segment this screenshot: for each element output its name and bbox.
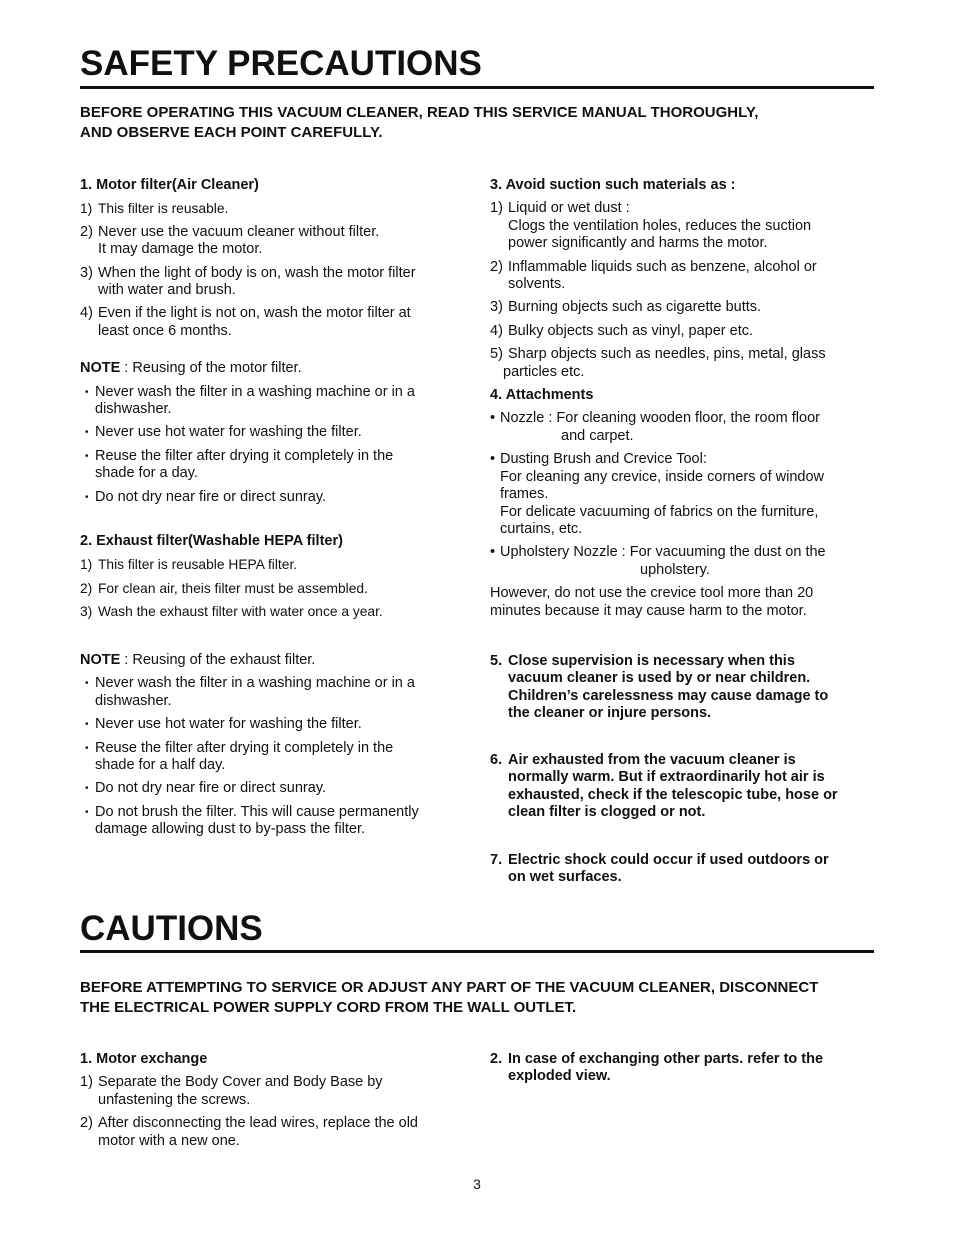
cautions-title: CAUTIONS bbox=[80, 909, 263, 948]
point-5 bbox=[490, 653, 875, 723]
item-text-continued: Children’s carelessness may cause damage to bbox=[508, 687, 829, 704]
note-label: NOTE bbox=[80, 652, 121, 668]
bullet-icon: • bbox=[85, 450, 89, 462]
list-item bbox=[80, 1074, 460, 1109]
item-number: 3) bbox=[80, 604, 93, 620]
bullet-text: Never use hot water for washing the filter. bbox=[95, 716, 362, 733]
cautions-intro-line2: THE ELECTRICAL POWER SUPPLY CORD FROM THE WALL OUTLET. bbox=[80, 999, 577, 1016]
list-item bbox=[490, 752, 875, 822]
exhaust-filter-heading: 2. Exhaust filter(Washable HEPA filter) bbox=[80, 533, 343, 549]
item-text: Air exhausted from the vacuum cleaner is bbox=[508, 752, 796, 768]
attachment-dusting-text-continued: curtains, etc. bbox=[500, 520, 583, 537]
item-number: 6. bbox=[490, 752, 503, 768]
note-text: : Reusing of the motor filter. bbox=[120, 360, 302, 377]
item-text: Sharp objects such as needles, pins, metal, glass bbox=[508, 346, 826, 363]
list-item bbox=[80, 804, 460, 839]
item-text-continued: solvents. bbox=[508, 276, 566, 293]
bullet-icon: • bbox=[490, 410, 496, 427]
warning-text-continued: minutes because it may cause harm to the motor. bbox=[490, 602, 807, 619]
cautions-intro bbox=[80, 978, 880, 1018]
page-number: 3 bbox=[473, 1176, 481, 1192]
bullet-text-continued: shade for a half day. bbox=[95, 757, 226, 774]
bullet-text-continued: dishwasher. bbox=[95, 401, 172, 418]
list-item bbox=[80, 489, 460, 506]
avoid-suction-section bbox=[490, 177, 870, 620]
bullet-text: Never wash the filter in a washing machine or in a bbox=[95, 675, 415, 692]
item-text-continued: unfastening the screws. bbox=[98, 1091, 251, 1108]
bullet-icon: • bbox=[85, 491, 89, 503]
cautions-intro-line1: BEFORE ATTEMPTING TO SERVICE OR ADJUST ANY PART OF THE VACUUM CLEANER, DISCONNECT bbox=[80, 979, 819, 996]
list-item bbox=[80, 556, 460, 573]
attachment-dusting-text: Dusting Brush and Crevice Tool: bbox=[500, 451, 707, 468]
list-item bbox=[490, 653, 875, 723]
attachment-nozzle-text: Nozzle : For cleaning wooden floor, the room floor bbox=[500, 410, 820, 427]
item-text: For clean air, theis filter must be assembled. bbox=[98, 580, 368, 596]
attachment-upholstery-text: Upholstery Nozzle : For vacuuming the dust on the bbox=[500, 544, 826, 561]
attachment-nozzle-text-continued: and carpet. bbox=[561, 427, 634, 444]
item-text: Even if the light is not on, wash the motor filter at bbox=[98, 305, 411, 322]
item-text: Electric shock could occur if used outdoors or bbox=[508, 852, 829, 868]
motor-filter-heading: 1. Motor filter(Air Cleaner) bbox=[80, 177, 259, 193]
item-text: Bulky objects such as vinyl, paper etc. bbox=[508, 322, 754, 339]
list-item bbox=[80, 448, 460, 483]
item-text: When the light of body is on, wash the motor filter bbox=[98, 264, 416, 281]
bullet-icon: • bbox=[85, 742, 89, 754]
item-number: 2) bbox=[80, 223, 93, 240]
motor-filter-section bbox=[80, 177, 460, 506]
item-number: 1) bbox=[80, 201, 93, 217]
motor-exchange-heading: 1. Motor exchange bbox=[80, 1051, 208, 1067]
item-text-continued: the cleaner or injure persons. bbox=[508, 705, 712, 722]
title-rule bbox=[80, 86, 874, 89]
list-item bbox=[80, 384, 460, 419]
item-number: 3) bbox=[490, 299, 503, 316]
list-item bbox=[490, 544, 870, 579]
avoid-suction-heading: 3. Avoid suction such materials as : bbox=[490, 177, 736, 193]
item-text-continued: clean filter is clogged or not. bbox=[508, 804, 706, 821]
bullet-icon: • bbox=[85, 806, 89, 818]
list-item bbox=[490, 346, 870, 381]
list-item bbox=[80, 740, 460, 775]
item-text: Burning objects such as cigarette butts. bbox=[508, 299, 762, 316]
item-text-continued: normally warm. But if extraordinarily hot air is bbox=[508, 769, 825, 786]
bullet-text: Do not dry near fire or direct sunray. bbox=[95, 488, 327, 505]
bullet-icon: • bbox=[85, 386, 89, 398]
exhaust-filter-note bbox=[80, 652, 460, 669]
item-text-continued: exhausted, check if the telescopic tube, hose or bbox=[508, 786, 838, 803]
list-item bbox=[80, 580, 460, 597]
attachments-heading: 4. Attachments bbox=[490, 387, 594, 404]
bullet-icon: • bbox=[85, 783, 89, 795]
safety-intro bbox=[80, 103, 880, 143]
point-6 bbox=[490, 752, 875, 822]
safety-intro-line1: BEFORE OPERATING THIS VACUUM CLEANER, READ THIS SERVICE MANUAL THOROUGHLY, bbox=[80, 104, 759, 121]
bullet-text: Do not brush the filter. This will cause permanently bbox=[95, 803, 419, 820]
item-number: 7. bbox=[490, 852, 503, 868]
attachment-dusting-text-continued: frames. bbox=[500, 486, 549, 503]
point-7 bbox=[490, 852, 875, 887]
item-text-continued: It may damage the motor. bbox=[98, 241, 263, 258]
list-item bbox=[80, 200, 460, 217]
bullet-icon: • bbox=[490, 544, 496, 561]
bullet-text: Do not dry near fire or direct sunray. bbox=[95, 780, 327, 797]
list-item bbox=[80, 305, 460, 340]
attachment-upholstery-text-continued: upholstery. bbox=[640, 561, 710, 578]
list-item bbox=[80, 424, 460, 441]
item-text-continued: Clogs the ventilation holes, reduces the suction bbox=[508, 217, 812, 234]
bullet-text: Reuse the filter after drying it completely in the bbox=[95, 739, 394, 756]
item-text-continued: vacuum cleaner is used by or near children. bbox=[508, 670, 811, 687]
item-text: After disconnecting the lead wires, replace the old bbox=[98, 1115, 418, 1132]
item-text-continued: motor with a new one. bbox=[98, 1132, 240, 1149]
motor-exchange-section bbox=[80, 1051, 460, 1150]
list-item bbox=[80, 1115, 460, 1150]
item-number: 1) bbox=[80, 557, 93, 573]
list-item bbox=[490, 259, 870, 294]
bullet-text-continued: shade for a day. bbox=[95, 465, 198, 482]
item-number: 5. bbox=[490, 653, 503, 669]
item-number: 2) bbox=[80, 1115, 93, 1132]
list-item bbox=[490, 410, 870, 445]
bullet-text: Reuse the filter after drying it completely in the bbox=[95, 447, 394, 464]
item-number: 1) bbox=[490, 200, 503, 217]
item-text-continued: with water and brush. bbox=[98, 282, 236, 299]
item-text-continued: on wet surfaces. bbox=[508, 869, 622, 886]
list-item bbox=[490, 299, 870, 316]
item-text: In case of exchanging other parts. refer to the bbox=[508, 1051, 824, 1067]
other-parts-section bbox=[490, 1051, 875, 1086]
list-item bbox=[490, 323, 870, 340]
warning-text: However, do not use the crevice tool more than 20 bbox=[490, 585, 814, 602]
bullet-text: Never wash the filter in a washing machine or in a bbox=[95, 383, 415, 400]
item-text: Separate the Body Cover and Body Base by bbox=[98, 1074, 383, 1091]
item-number: 2. bbox=[490, 1051, 503, 1067]
item-text-continued: particles etc. bbox=[503, 363, 585, 380]
item-text: Close supervision is necessary when this bbox=[508, 653, 795, 669]
bullet-icon: • bbox=[490, 451, 496, 468]
item-number: 1) bbox=[80, 1074, 93, 1091]
item-number: 3) bbox=[80, 264, 93, 281]
list-item bbox=[490, 1051, 875, 1086]
bullet-icon: • bbox=[85, 427, 89, 439]
exhaust-filter-note-section bbox=[80, 652, 460, 839]
item-number: 2) bbox=[490, 258, 503, 275]
safety-precautions-title: SAFETY PRECAUTIONS bbox=[80, 44, 482, 83]
item-text-continued: power significantly and harms the motor. bbox=[508, 235, 768, 252]
bullet-text-continued: dishwasher. bbox=[95, 692, 172, 709]
item-text-continued: exploded view. bbox=[508, 1068, 611, 1085]
bullet-text: Never use hot water for washing the filter. bbox=[95, 424, 362, 441]
list-item bbox=[80, 603, 460, 620]
note-label: NOTE bbox=[80, 360, 121, 377]
item-text: Inflammable liquids such as benzene, alcohol or bbox=[508, 258, 817, 275]
list-item bbox=[490, 852, 875, 887]
list-item bbox=[80, 224, 460, 259]
list-item bbox=[490, 451, 870, 538]
item-number: 5) bbox=[490, 346, 503, 363]
bullet-icon: • bbox=[85, 678, 89, 690]
list-item bbox=[490, 200, 870, 252]
note-text: : Reusing of the exhaust filter. bbox=[120, 652, 316, 668]
cautions-rule bbox=[80, 950, 874, 953]
motor-filter-note bbox=[80, 360, 460, 377]
attachment-dusting-text-continued: For delicate vacuuming of fabrics on the furniture, bbox=[500, 503, 819, 520]
list-item bbox=[80, 265, 460, 300]
crevice-tool-warning bbox=[490, 585, 870, 620]
attachment-dusting-text-continued: For cleaning any crevice, inside corners of window bbox=[500, 468, 824, 485]
bullet-icon: • bbox=[85, 719, 89, 731]
exhaust-filter-section bbox=[80, 533, 460, 627]
item-number: 4) bbox=[490, 322, 503, 339]
list-item bbox=[80, 780, 460, 797]
bullet-text-continued: damage allowing dust to by-pass the filter. bbox=[95, 821, 366, 838]
item-text: Never use the vacuum cleaner without filter. bbox=[98, 223, 380, 240]
item-text: This filter is reusable. bbox=[98, 201, 229, 217]
item-text: This filter is reusable HEPA filter. bbox=[98, 557, 298, 573]
item-text-continued: least once 6 months. bbox=[98, 322, 232, 339]
item-text: Liquid or wet dust : bbox=[508, 200, 630, 217]
item-number: 2) bbox=[80, 580, 93, 596]
list-item bbox=[80, 675, 460, 710]
list-item bbox=[80, 716, 460, 733]
safety-intro-line2: AND OBSERVE EACH POINT CAREFULLY. bbox=[80, 124, 383, 141]
item-number: 4) bbox=[80, 305, 93, 322]
item-text: Wash the exhaust filter with water once a year. bbox=[98, 604, 383, 620]
